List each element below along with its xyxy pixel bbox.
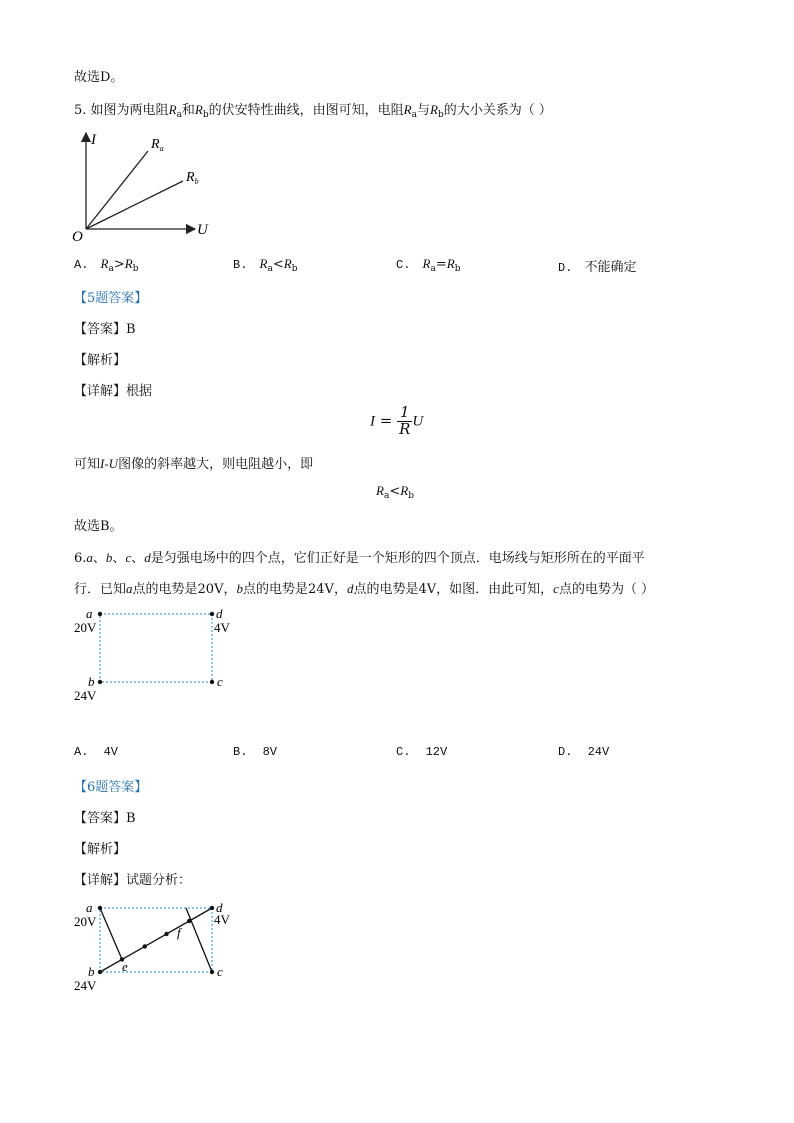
- label-d: d: [216, 606, 223, 621]
- line-f-c: [186, 908, 212, 972]
- rb-line-label: $R_b$: [186, 170, 199, 186]
- label-a: a: [86, 606, 93, 621]
- q5-option-d[interactable]: D. 不能确定: [558, 260, 637, 275]
- q6-option-d[interactable]: D. 24V: [558, 745, 610, 759]
- previous-answer-final: 故选D。: [74, 70, 124, 85]
- point-f: [187, 919, 191, 923]
- q5-formula: I = $\frac{1}{R}$ U: [370, 403, 424, 438]
- q6-stem-line1: 6.a、b、c、d是匀强电场中的四个点，它们正好是一个矩形的四个顶点．电场线与矩形所在的平面平: [74, 550, 645, 566]
- label-d-voltage: 4V: [214, 912, 230, 927]
- q5-final: 故选B。: [74, 519, 123, 534]
- point-a: [98, 612, 102, 616]
- label-f: f: [177, 925, 181, 940]
- q5-analysis-header: 【解析】: [74, 353, 127, 368]
- label-a: a: [86, 900, 93, 915]
- point-mid-2: [164, 932, 168, 936]
- origin-label: O: [72, 229, 83, 245]
- q6-answer-header: 【6题答案】: [74, 780, 148, 795]
- label-a-voltage: 20V: [74, 620, 97, 635]
- point-mid-1: [143, 944, 147, 948]
- dotted-rectangle: [100, 614, 212, 682]
- point-d: [210, 906, 214, 910]
- q6-answer: 【答案】B: [74, 811, 136, 826]
- q5-conclusion: 可知I-U图像的斜率越大，则电阻越小，即: [74, 456, 314, 472]
- label-b: b: [88, 964, 95, 979]
- q6-stem-line2: 行．已知a点的电势是20V，b点的电势是24V，d点的电势是4V，如图．由此可知，c点的电势为（ ）: [74, 581, 655, 597]
- q6-option-c[interactable]: C. 12V: [396, 745, 448, 759]
- q5-answer-header: 【5题答案】: [74, 291, 148, 306]
- line-rb: [86, 181, 183, 229]
- point-a: [98, 906, 102, 910]
- point-b: [98, 680, 102, 684]
- ra-line-label: $R_a$: [151, 137, 164, 153]
- line-ra: [86, 151, 148, 229]
- label-c: c: [217, 964, 223, 979]
- q6-option-a[interactable]: A. 4V: [74, 745, 119, 759]
- label-d: d: [216, 900, 223, 915]
- q6-detail-label: 【详解】试题分析：: [74, 873, 192, 888]
- point-c: [210, 680, 214, 684]
- q6-option-b[interactable]: B. 8V: [233, 745, 278, 759]
- point-b: [98, 970, 102, 974]
- q5-detail-label: 【详解】根据: [74, 384, 153, 399]
- q5-option-c[interactable]: C. $R_a=R_b$: [396, 256, 461, 274]
- q5-answer: 【答案】B: [74, 322, 136, 337]
- line-b-d: [100, 908, 212, 972]
- point-c: [210, 970, 214, 974]
- x-axis-label: U: [197, 222, 208, 238]
- q6-solution-figure: [70, 898, 240, 998]
- q6-rectangle-figure: [70, 604, 240, 704]
- q5-result-relation: $R_a<R_b$: [376, 483, 414, 501]
- y-axis-label: I: [91, 132, 96, 148]
- point-d: [210, 612, 214, 616]
- q5-stem: 5. 如图为两电阻$R_a$和$R_b$的伏安特性曲线，由图可知，电阻$R_a$与$R_b$的大小关系为（ ）: [74, 102, 552, 120]
- line-a-e: [100, 908, 122, 959]
- label-b: b: [88, 674, 95, 689]
- q6-number: 6.: [74, 551, 87, 566]
- label-e: e: [122, 959, 128, 974]
- q6-analysis-header: 【解析】: [74, 842, 127, 857]
- q5-number: 5.: [74, 103, 87, 118]
- label-a-voltage: 20V: [74, 914, 97, 929]
- q5-option-a[interactable]: A. $R_a>R_b$: [74, 256, 139, 274]
- label-d-voltage: 4V: [214, 620, 230, 635]
- q5-option-b[interactable]: B. $R_a<R_b$: [233, 256, 298, 274]
- label-c: c: [217, 674, 223, 689]
- label-b-voltage: 24V: [74, 978, 97, 993]
- label-b-voltage: 24V: [74, 688, 97, 703]
- q5-iu-graph: [70, 128, 220, 243]
